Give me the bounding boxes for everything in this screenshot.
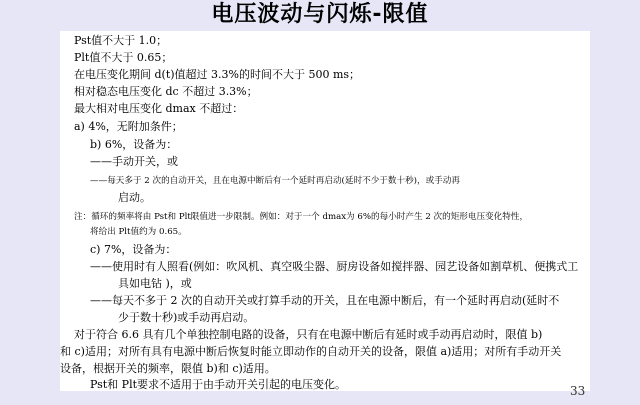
document-line: Plt值不大于 0.65； [74, 51, 173, 64]
document-line: Pst值不大于 1.0； [74, 34, 168, 47]
document-line: 具如电钻 )，或 [118, 277, 192, 290]
document-line: ——每天不多于 2 次的自动开关或打算手动的开关，且在电源中断后，有一个延时再启动(延时不 [90, 294, 560, 307]
slide-title: 电压波动与闪烁-限值 [211, 2, 429, 27]
document-line: 在电压变化期间 d(t)值超过 3.3%的时间不大于 500 ms； [74, 68, 361, 81]
document-line: 注：循环的频率将由 Pst和 Plt限值进一步限制。例如：对于一个 dmax为 6%的每小时产生 2 次的矩形电压变化特性， [74, 212, 529, 222]
document-line: a) 4%，无附加条件； [74, 120, 183, 133]
document-line: 将给出 Plt值约为 0.65。 [90, 227, 187, 237]
document-line: ——手动开关，或 [90, 155, 178, 168]
document-scan [60, 31, 590, 391]
document-line: 设备，根据开关的频率，限值 b)和 c)适用。 [60, 362, 276, 375]
document-line: c) 7%，设备为： [90, 243, 177, 256]
document-line: ——每天多于 2 次的自动开关，且在电源中断后有一个延时再启动(延时不少于数十秒)，或手动再 [90, 176, 460, 186]
document-line: 对于符合 6.6 具有几个单独控制电路的设备，只有在电源中断后有延时或手动再启动时，限值 b) [74, 328, 543, 341]
document-line: 和 c)适用；对所有具有电源中断后恢复时能立即动作的自动开关的设备，限值 a)适用；对所有手动开关 [60, 345, 562, 358]
slide-number: 33 [570, 384, 586, 398]
document-line: 相对稳态电压变化 dc 不超过 3.3%； [74, 85, 258, 98]
document-line: ——使用时有人照看(例如：吹风机、真空吸尘器、厨房设备如搅拌器、园艺设备如割草机、便携式工 [90, 260, 579, 273]
document-line: 少于数十秒)或手动再启动。 [118, 311, 255, 324]
document-line: 最大相对电压变化 dmax 不超过： [74, 102, 244, 115]
document-line: b) 6%，设备为： [90, 138, 178, 151]
document-line: 启动。 [118, 191, 151, 204]
document-line: Pst和 Plt要求不适用于由手动开关引起的电压变化。 [90, 378, 347, 391]
